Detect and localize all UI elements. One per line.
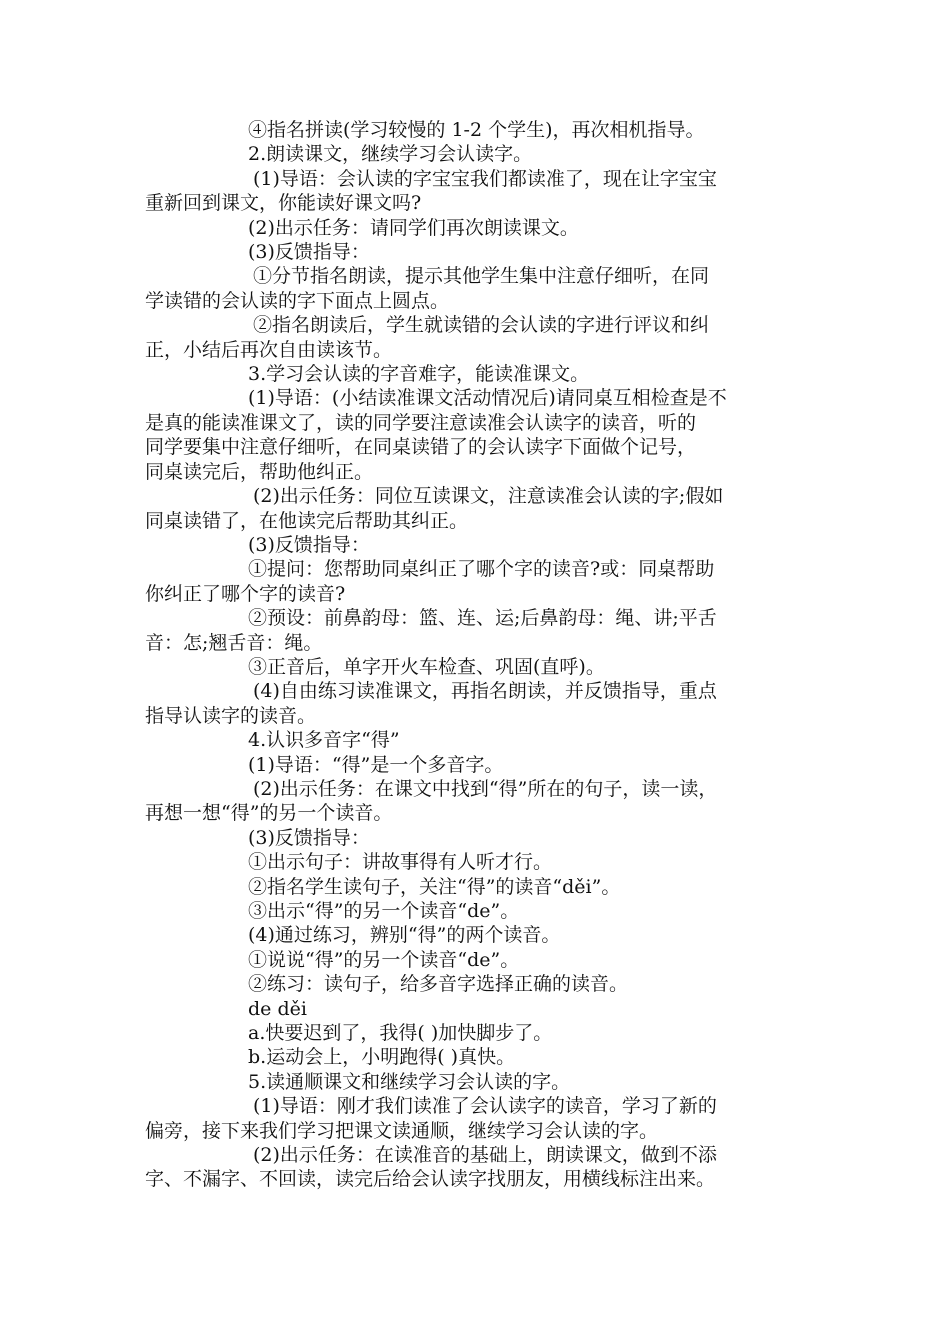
text-line: 是真的能读准课文了，读的同学要注意读准会认读字的读音，听的 (145, 411, 697, 434)
text-line: ②练习：读句子，给多音字选择正确的读音。 (248, 973, 629, 996)
text-line: a.快要迟到了，我得( )加快脚步了。 (248, 1022, 553, 1045)
text-line: 学读错的会认读的字下面点上圆点。 (145, 289, 450, 312)
text-line: 3.学习会认读的字音难字，能读准课文。 (248, 363, 590, 386)
text-line: 5.读通顺课文和继续学习会认读的字。 (248, 1070, 571, 1093)
text-line: 同学要集中注意仔细听，在同桌读错了的会认读字下面做个记号， (145, 436, 697, 459)
text-line: (2)出示任务：在课文中找到“得”所在的句子，读一读， (253, 777, 718, 800)
text-line: (2)出示任务：在读准音的基础上，朗读课文，做到不添 (253, 1144, 717, 1167)
document-body (145, 118, 815, 1192)
text-line: (4)自由练习读准课文，再指名朗读，并反馈指导，重点 (253, 680, 717, 703)
text-line: 正，小结后再次自由读该节。 (145, 338, 393, 361)
text-line: (2)出示任务：同位互读课文，注意读准会认读的字;假如 (253, 485, 724, 508)
text-line: ②预设：前鼻韵母：篮、连、运;后鼻韵母：绳、讲;平舌 (248, 607, 717, 630)
text-line: ③正音后，单字开火车检查、巩固(直呼)。 (248, 655, 605, 678)
text-line: (4)通过练习，辨别“得”的两个读音。 (248, 924, 561, 947)
text-line: (3)反馈指导： (248, 533, 370, 556)
text-line: ④指名拼读(学习较慢的 1-2 个学生)，再次相机指导。 (248, 119, 705, 141)
text-line: de děi (248, 997, 307, 1020)
text-line: ②指名朗读后，学生就读错的会认读的字进行评议和纠 (253, 314, 710, 337)
text-line: (2)出示任务：请同学们再次朗读课文。 (248, 216, 579, 239)
text-line: (1)导语：会认读的字宝宝我们都读准了，现在让字宝宝 (253, 167, 717, 190)
text-line: (1)导语：(小结读准课文活动情况后)请同桌互相检查是不 (248, 387, 727, 410)
text-line: 重新回到课文，你能读好课文吗? (145, 192, 422, 215)
text-line: 字、不漏字、不回读，读完后给会认读字找朋友，用横线标注出来。 (145, 1168, 716, 1191)
text-line: ①分节指名朗读，提示其他学生集中注意仔细听，在同 (253, 265, 710, 288)
text-line: b.运动会上，小明跑得( )真快。 (248, 1046, 516, 1069)
text-line: 2.朗读课文，继续学习会认读字。 (248, 143, 533, 166)
text-line: (3)反馈指导： (248, 241, 370, 264)
text-line: 同桌读错了，在他读完后帮助其纠正。 (145, 509, 469, 532)
text-line: ①出示句子：讲故事得有人听才行。 (248, 851, 553, 874)
text-line: (3)反馈指导： (248, 826, 370, 849)
text-line: 同桌读完后，帮助他纠正。 (145, 460, 374, 483)
text-line: 你纠正了哪个字的读音? (145, 582, 346, 605)
text-line: 偏旁，接下来我们学习把课文读通顺，继续学习会认读的字。 (145, 1119, 659, 1142)
text-line: ①说说“得”的另一个读音“de”。 (248, 948, 520, 971)
text-line: (1)导语：刚才我们读准了会认读字的读音，学习了新的 (253, 1095, 717, 1118)
text-line: 再想一想“得”的另一个读音。 (145, 802, 393, 825)
text-line: 4.认识多音字“得” (248, 729, 400, 752)
text-line: 指导认读字的读音。 (145, 704, 317, 727)
text-line: ①提问：您帮助同桌纠正了哪个字的读音?或：同桌帮助 (248, 558, 715, 581)
text-line: ②指名学生读句子，关注“得”的读音“děi”。 (248, 875, 621, 898)
text-line: (1)导语：“得”是一个多音字。 (248, 753, 504, 776)
text-line: 音：怎;翘舌音：绳。 (145, 631, 323, 654)
text-line: ③出示“得”的另一个读音“de”。 (248, 900, 520, 922)
